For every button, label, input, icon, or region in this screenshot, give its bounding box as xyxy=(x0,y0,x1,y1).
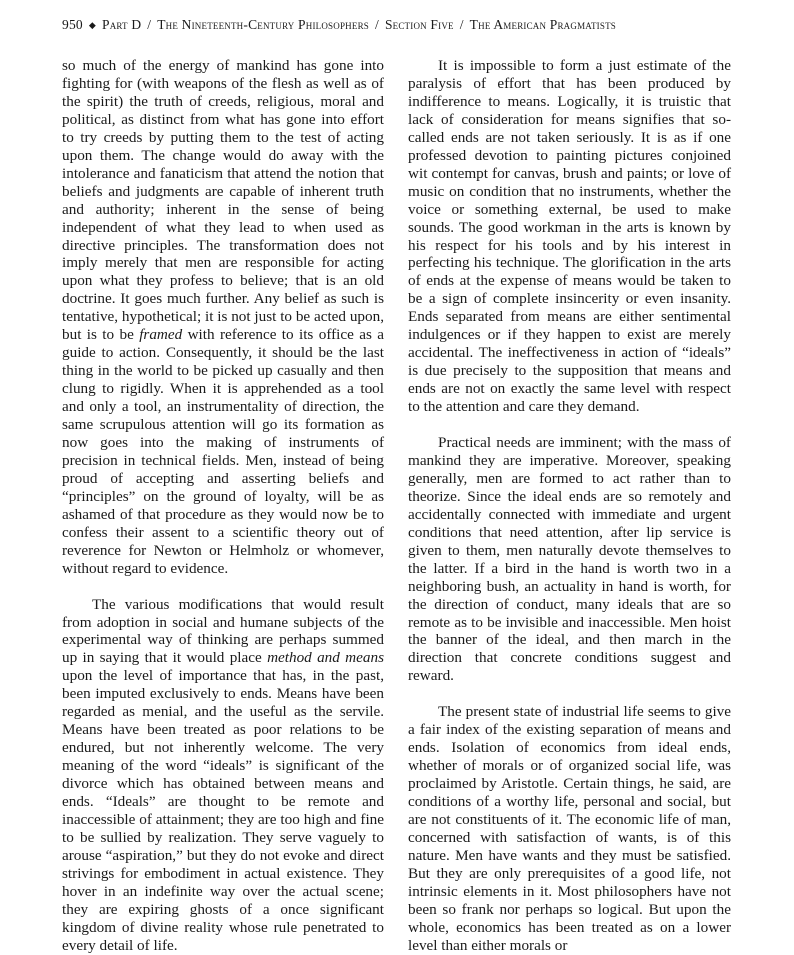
header-separator: / xyxy=(147,17,152,32)
paragraph: The present state of industrial life seems to give a fair index of the existing separation of means and ends. Isolation of economics from ideal ends, whether of morals or of organized social life, was proclaimed by Aristotle. Certain things, he said, are conditions of a worthy life, personal and social, but are not constituents of it. The economic life of man, concerned with satisfaction of wants, is of this nature. Men have wants and they must be satisfied. But they are only prerequisites of a good life, not intrinsic elements in it. Most philosophers have not been so frank nor perhaps so logical. But upon the whole, economics has been treated as on a lower level than either morals or xyxy=(408,703,731,954)
header-subtitle: The American Pragmatists xyxy=(469,17,616,32)
running-header xyxy=(62,17,742,33)
paragraph-text: with reference to its office as a guide to action. Consequently, it should be the last thing in the world to be picked up casually and then clung to rigidly. When it is apprehended as a tool and only a tool, an instrumentality of direction, the same scrupulous attention will go its formation as now goes into the making of instruments of precision in technical fields. Men, instead of being proud of accepting and asserting beliefs and “principles” on the ground of loyalty, will be as ashamed of that procedure as they would now be to confess their assent to a scientific theory out of reverence for Newton or Helmholz or whomever, without regard to evidence. xyxy=(62,326,384,577)
diamond-bullet-icon: ◆ xyxy=(88,20,96,30)
header-separator: / xyxy=(459,17,464,32)
paragraph: Practical needs are imminent; with the mass of mankind they are imperative. Moreover, speaking generally, men are formed to act rather than to theorize. Since the ideal ends are so remotely and accidentally connected with immediate and urgent conditions that need attention, after lip service is given to them, men naturally devote themselves to the latter. If a bird in the hand is worth two in a neighboring bush, an actuality in hand is worth, for the direction of conduct, many ideals that are so remote as to be invisible and inaccessible. Men hoist the banner of the ideal, and then march in the direction that concrete conditions suggest and reward. xyxy=(408,434,731,685)
header-part: Part D xyxy=(101,17,142,32)
page-number: 950 xyxy=(62,17,83,32)
paragraph-text: The various modifications that would result from adoption in social and humane subjects of the experimental way of thinking are perhaps summed up in saying that it would place xyxy=(62,595,384,667)
paragraph: It is impossible to form a just estimate of the paralysis of effort that has been produced by indifference to means. Logically, it is truistic that lack of consideration for means signifies that so-called ends are not taken seriously. It is as if one professed devotion to painting pictures conjoined wit contempt for canvas, brush and paints; or love of music on condition that no instruments, whether the voice or something external, be used to make sounds. The good workman in the arts is known by his respect for his tools and by his interest in perfecting his technique. The glorification in the arts of ends at the expense of means would be taken to be a sign of complete insincerity or even insanity. Ends separated from means are either sentimental indulgences or if they happen to exist are merely accidental. The ineffectiveness in action of “ideals” is due precisely to the supposition that means and ends are not on exactly the same level with respect to the attention and care they demand. xyxy=(408,57,731,416)
paragraph-text: so much of the energy of mankind has gone into fighting for (with weapons of the flesh as well as of the spirit) the truth of creeds, religious, moral and political, as distinct from what has gone into effort to try creeds by putting them to the test of acting upon them. The change would do away with the intolerance and fanaticism that attend the notion that beliefs and judgments are capable of inherent truth and authority; inherent in the sense of being independent of what they lead to when used as directive principles. The transformation does not imply merely that men are responsible for acting upon what they profess to believe; that is an old doctrine. It goes much further. Any belief as such is tentative, hypothetical; it is not just to be acted upon, but is to be xyxy=(62,57,384,344)
emphasis-text: method and means xyxy=(267,649,384,667)
header-section: Section Five xyxy=(384,17,454,32)
paragraph xyxy=(62,57,384,578)
header-title: The Nineteenth-Century Philosophers xyxy=(157,17,369,32)
left-column xyxy=(62,57,384,955)
paragraph xyxy=(62,596,384,955)
header-separator: / xyxy=(374,17,379,32)
emphasis-text: framed xyxy=(139,326,183,344)
paragraph-text: upon the level of importance that has, in the past, been imputed exclusively to ends. Means have been regarded as menial, and the useful as the servile. Means have been treated as poor relations to be endured, but not inherently welcome. The very meaning of the word “ideals” is significant of the divorce which has obtained between means and ends. “Ideals” are thought to be remote and inaccessible of attainment; they are too high and fine to be sullied by realization. They serve vaguely to arouse “aspiration,” but they do not evoke and direct strivings for embodiment in actual existence. They hover in an indefinite way over the actual scene; they are expiring ghosts of a once significant kingdom of divine reality whose rule penetrated to every detail of life. xyxy=(62,667,384,954)
right-column xyxy=(408,57,731,955)
